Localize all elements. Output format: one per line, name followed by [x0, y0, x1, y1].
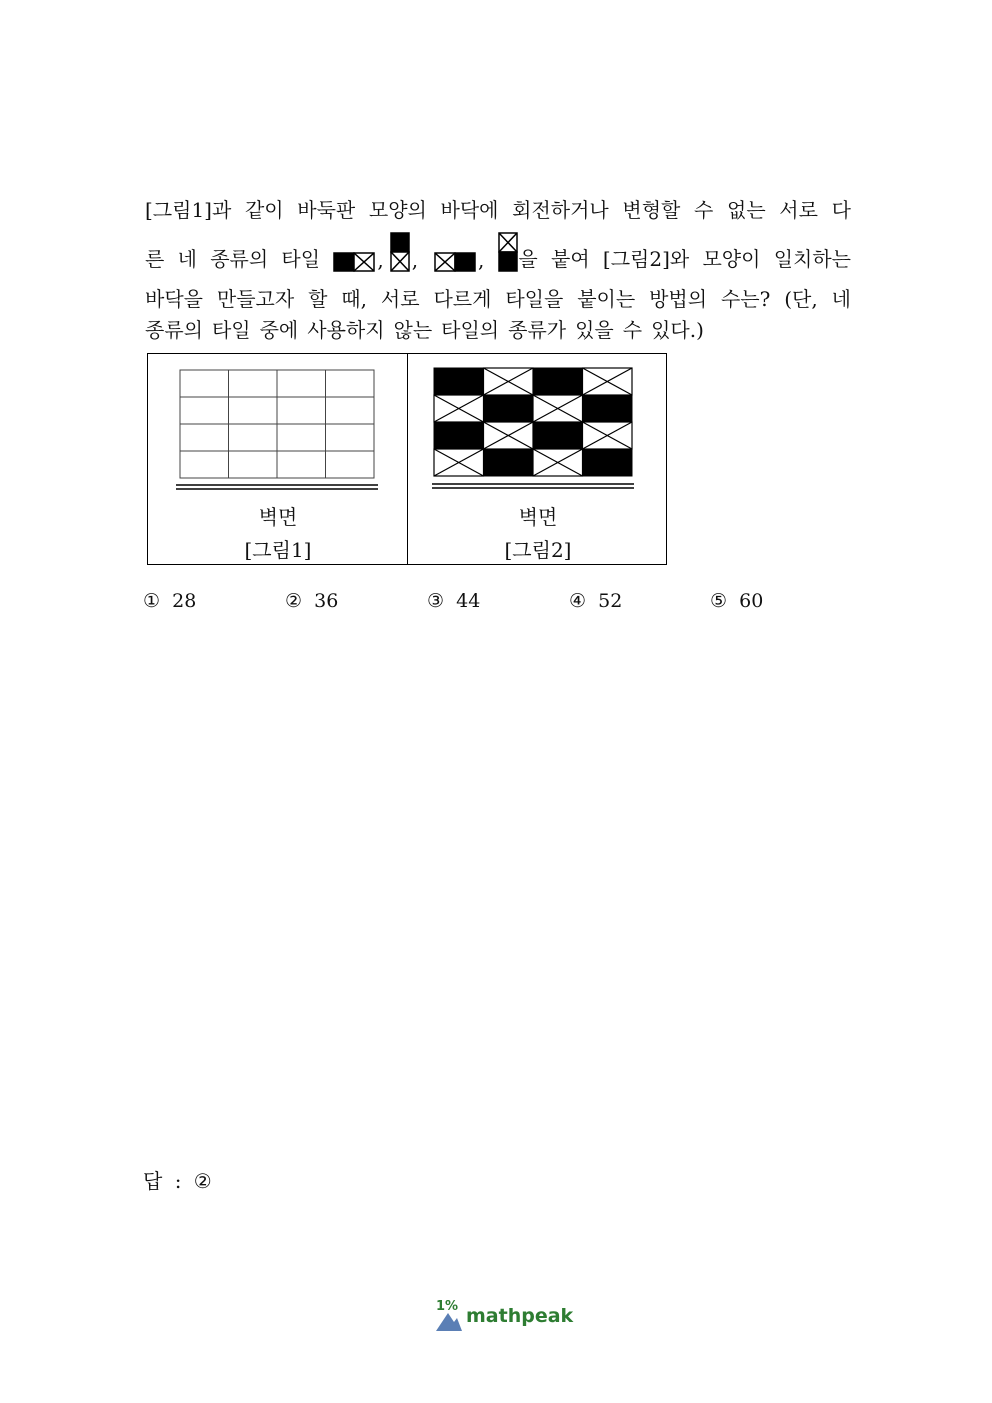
- grid-cell: [180, 451, 229, 478]
- word: 붙이는: [577, 287, 636, 311]
- word: 수: [622, 318, 643, 342]
- choice-value: 60: [739, 590, 764, 612]
- choice-number: ⑤: [710, 590, 728, 612]
- black-cell: [583, 395, 633, 422]
- black-cell: [583, 449, 633, 476]
- word: 수: [694, 198, 714, 222]
- choice-number: ②: [285, 590, 303, 612]
- question-line-4: [145, 314, 851, 343]
- choice-3[interactable]: [427, 590, 480, 612]
- mountain-icon: [436, 1313, 462, 1331]
- grid-cell: [277, 424, 326, 451]
- grid-cell: [326, 424, 375, 451]
- word: 서로: [380, 287, 420, 311]
- tile-x-top-black-bottom-icon: [498, 232, 518, 272]
- question-line-2: [145, 232, 851, 272]
- choice-2[interactable]: [285, 590, 338, 612]
- black-cell: [533, 422, 583, 449]
- grid-cell: [277, 370, 326, 397]
- word: 종류의: [145, 318, 203, 342]
- grid-cell: [326, 397, 375, 424]
- word: 네: [831, 287, 851, 311]
- grid-cell: [277, 451, 326, 478]
- word: 모양의: [368, 198, 427, 222]
- question-line-1: [145, 194, 851, 223]
- black-cell: [484, 449, 534, 476]
- grid-cell: [229, 370, 278, 397]
- word: 붙여: [551, 247, 590, 271]
- grid-cell: [326, 370, 375, 397]
- word: 변형할: [622, 198, 681, 222]
- word: 때,: [341, 287, 367, 311]
- word: 할: [308, 287, 328, 311]
- tile-list: [333, 232, 537, 272]
- answer-colon: :: [174, 1169, 182, 1193]
- word: 같이: [244, 198, 284, 222]
- word: 종류가: [508, 318, 567, 342]
- grid-cell: [229, 451, 278, 478]
- word: 있을: [575, 318, 614, 342]
- figure1-grid: [176, 368, 386, 493]
- word: 모양이: [702, 247, 761, 271]
- answer-label: 답: [143, 1169, 163, 1193]
- word: 만들고자: [216, 287, 295, 311]
- word: 다: [831, 198, 851, 222]
- figure1-caption: [그림1]: [244, 538, 312, 562]
- word: 있다.): [651, 318, 704, 342]
- word: 서로: [779, 198, 818, 222]
- word: 수는?: [720, 287, 771, 311]
- logo-brand: mathpeak: [466, 1305, 574, 1327]
- word: 바닥을: [145, 287, 203, 311]
- grid-cell: [229, 397, 278, 424]
- grid-cell: [180, 370, 229, 397]
- question-line-3: [145, 283, 851, 312]
- word: 중에: [259, 318, 299, 342]
- tile-x-left-black-right-icon: [434, 252, 476, 272]
- separator: ,: [478, 248, 485, 272]
- answer-line: [143, 1165, 212, 1194]
- word: (단,: [784, 287, 818, 311]
- word: 타일의: [441, 318, 500, 342]
- grid-cell: [277, 397, 326, 424]
- black-cell: [434, 422, 484, 449]
- figure2-tiled-floor: [432, 366, 642, 491]
- choice-value: 44: [456, 590, 481, 612]
- black-cell: [533, 368, 583, 395]
- word: 회전하거나: [512, 198, 609, 222]
- tile-black-top-x-bottom-icon: [390, 232, 410, 272]
- word: 일치하는: [773, 247, 851, 271]
- black-cell: [434, 368, 484, 395]
- choice-number: ③: [427, 590, 445, 612]
- grid-cell: [326, 451, 375, 478]
- word: 네: [177, 247, 197, 271]
- word: [그림2]와: [602, 247, 690, 271]
- grid-cell: [180, 397, 229, 424]
- word: 사용하지: [307, 318, 385, 342]
- word: 바닥에: [440, 198, 499, 222]
- grid-cell: [180, 424, 229, 451]
- word: 종류의: [210, 247, 269, 271]
- black-cell: [484, 395, 534, 422]
- choice-value: 52: [598, 590, 623, 612]
- mathpeak-logo-graphic: [434, 1296, 574, 1336]
- choice-1[interactable]: [143, 590, 196, 612]
- word: 타일: [281, 247, 321, 271]
- figure2-caption: [그림2]: [504, 538, 572, 562]
- word: 없는: [727, 198, 766, 222]
- choice-4[interactable]: [569, 590, 622, 612]
- choice-value: 36: [314, 590, 339, 612]
- choice-5[interactable]: [710, 590, 763, 612]
- word: 다르게: [433, 287, 492, 311]
- tile-black-left-x-right-icon: [333, 252, 375, 272]
- separator: ,: [377, 248, 384, 272]
- choice-number: ①: [143, 590, 161, 612]
- word: 않는: [393, 318, 433, 342]
- separator: ,: [411, 248, 419, 272]
- word: [그림1]과: [145, 198, 232, 222]
- grid-cell: [229, 424, 278, 451]
- word: 방법의: [649, 287, 708, 311]
- figure-divider: [407, 354, 408, 564]
- answer-value: ②: [193, 1169, 212, 1193]
- choice-value: 28: [172, 590, 197, 612]
- word: 타일: [211, 318, 251, 342]
- figure2-wall-label: 벽면: [518, 505, 558, 529]
- mathpeak-logo: [434, 1296, 574, 1340]
- figure-table: [147, 353, 667, 565]
- logo-percent: 1%: [436, 1299, 459, 1314]
- word: 을: [518, 247, 538, 271]
- word: 바둑판: [297, 198, 356, 222]
- word: 타일을: [505, 287, 564, 311]
- choice-number: ④: [569, 590, 587, 612]
- word: 른: [145, 247, 165, 271]
- figure1-wall-label: 벽면: [258, 505, 298, 529]
